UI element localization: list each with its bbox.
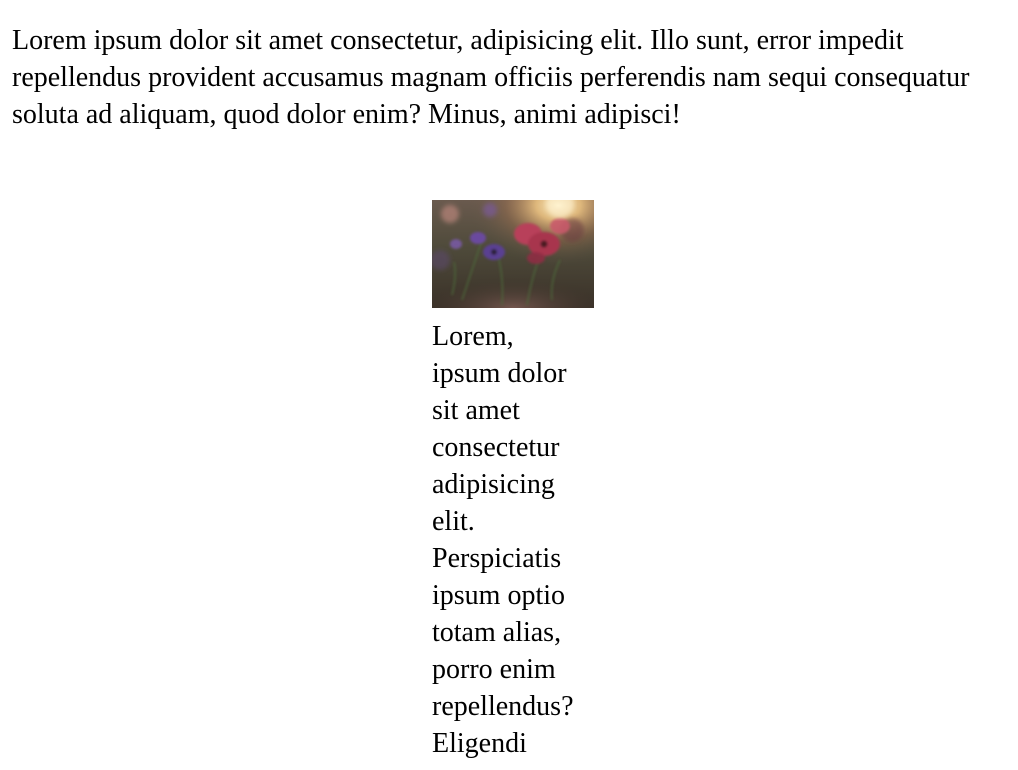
intro-paragraph: Lorem ipsum dolor sit amet consectetur, adipisicing elit. Illo sunt, error impedit repellendus provident accusamus magnam officiis perferendis nam sequi consequatur soluta ad aliquam, quod dolor enim? Minus, animi adipisci! — [12, 25, 970, 130]
figure — [432, 200, 602, 762]
flowers-photo — [432, 200, 594, 308]
figure-caption: Lorem, ipsum dolor sit amet consectetur adipisicing elit. Perspiciatis ipsum optio totam alias, porro enim repellendus? Eligendi — [432, 321, 574, 759]
